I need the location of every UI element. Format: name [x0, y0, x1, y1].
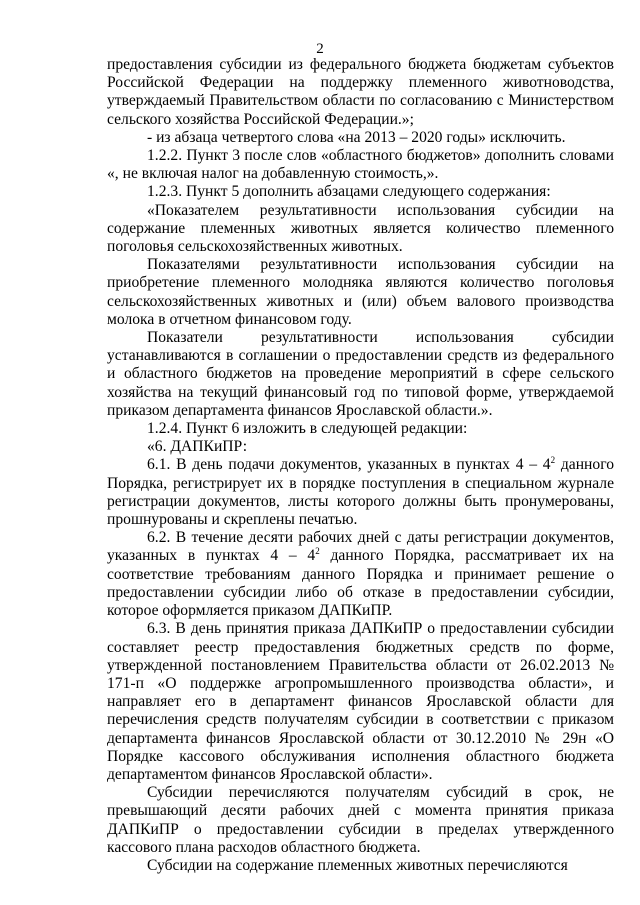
- paragraph: «Показателем результативности использования субсидии на содержание племенных животных является количество племенного поголовья сельскохозяйственных животных.: [107, 201, 614, 256]
- superscript: 2: [315, 546, 320, 557]
- paragraph-text-after: данного Порядка, рассматривает их на соответствие требованиям данного Порядка и принимает решение о предоставлении субсидии либо об отказе в предоставлении субсидии, которое оформляется приказом ДАПКиПР.: [107, 547, 614, 620]
- paragraph: [107, 529, 614, 620]
- paragraph: Показателями результативности использования субсидии на приобретение племенного молодняка являются количество поголовья сельскохозяйственных животных и (или) объем валового производства молока в отчетном финансовом году.: [107, 256, 614, 328]
- paragraph: Субсидии перечисляются получателям субсидий в срок, не превышающий десяти рабочих дней с момента принятия приказа ДАПКиПР о предоставлении субсидии в пределах утвержденного кассового плана расходов областного бюджета.: [107, 784, 614, 856]
- paragraph: предоставления субсидии из федерального бюджета бюджетам субъектов Российской Федерации на поддержку племенного животноводства, утверждаемый Правительством области по согласованию с Министерством сельского хозяйства Российской Федерации.»;: [107, 56, 614, 128]
- page-number: 2: [316, 41, 324, 57]
- paragraph: 6.3. В день принятия приказа ДАПКиПР о предоставлении субсидии составляет реестр предоставления бюджетных средств по форме, утвержденной постановлением Правительства области от 26.02.2013 № 171-п «О поддержке агропромышленного производства области», и направляет его в департамент финансов Ярославской области для перечисления средств получателям субсидии в соответствии с приказом департамента финансов Ярославской области от 30.12.2010 № 29н «О Порядке кассового обслуживания исполнения областного бюджета департаментом финансов Ярославской области».: [107, 620, 614, 783]
- paragraph: 1.2.2. Пункт 3 после слов «областного бюджетов» дополнить словами «, не включая налог на добавленную стоимость,».: [107, 147, 614, 183]
- document-body: [107, 56, 614, 875]
- paragraph: «6. ДАПКиПР:: [147, 438, 248, 456]
- paragraph-text-before: 6.1. В день подачи документов, указанных в пунктах 4 – 4: [147, 456, 551, 474]
- paragraph: Показатели результативности использования субсидии устанавливаются в соглашении о предоставлении средств из федерального и областного бюджетов на проведение мероприятий в сфере сельского хозяйства на текущий финансовый год по типовой форме, утверждаемой приказом департамента финансов Ярославской области.».: [107, 329, 614, 419]
- paragraph: [107, 456, 614, 529]
- paragraph: 1.2.4. Пункт 6 изложить в следующей редакции:: [147, 420, 468, 438]
- superscript: 2: [550, 455, 556, 466]
- paragraph: - из абзаца четвертого слова «на 2013 – 2020 годы» исключить.: [147, 128, 566, 146]
- paragraph: Субсидии на содержание племенных животных перечисляются: [147, 856, 568, 874]
- paragraph-text-before: 6.2. В течение десяти рабочих дней с даты регистрации документов, указанных в пунктах 4 – 4: [107, 529, 614, 565]
- paragraph-text-after: данного Порядка, регистрирует их в порядке поступления в специальном журнале регистрации документов, листы которого должны быть пронумерованы, прошнурованы и скреплены печатью.: [107, 456, 615, 529]
- paragraph: 1.2.3. Пункт 5 дополнить абзацами следующего содержания:: [147, 183, 551, 201]
